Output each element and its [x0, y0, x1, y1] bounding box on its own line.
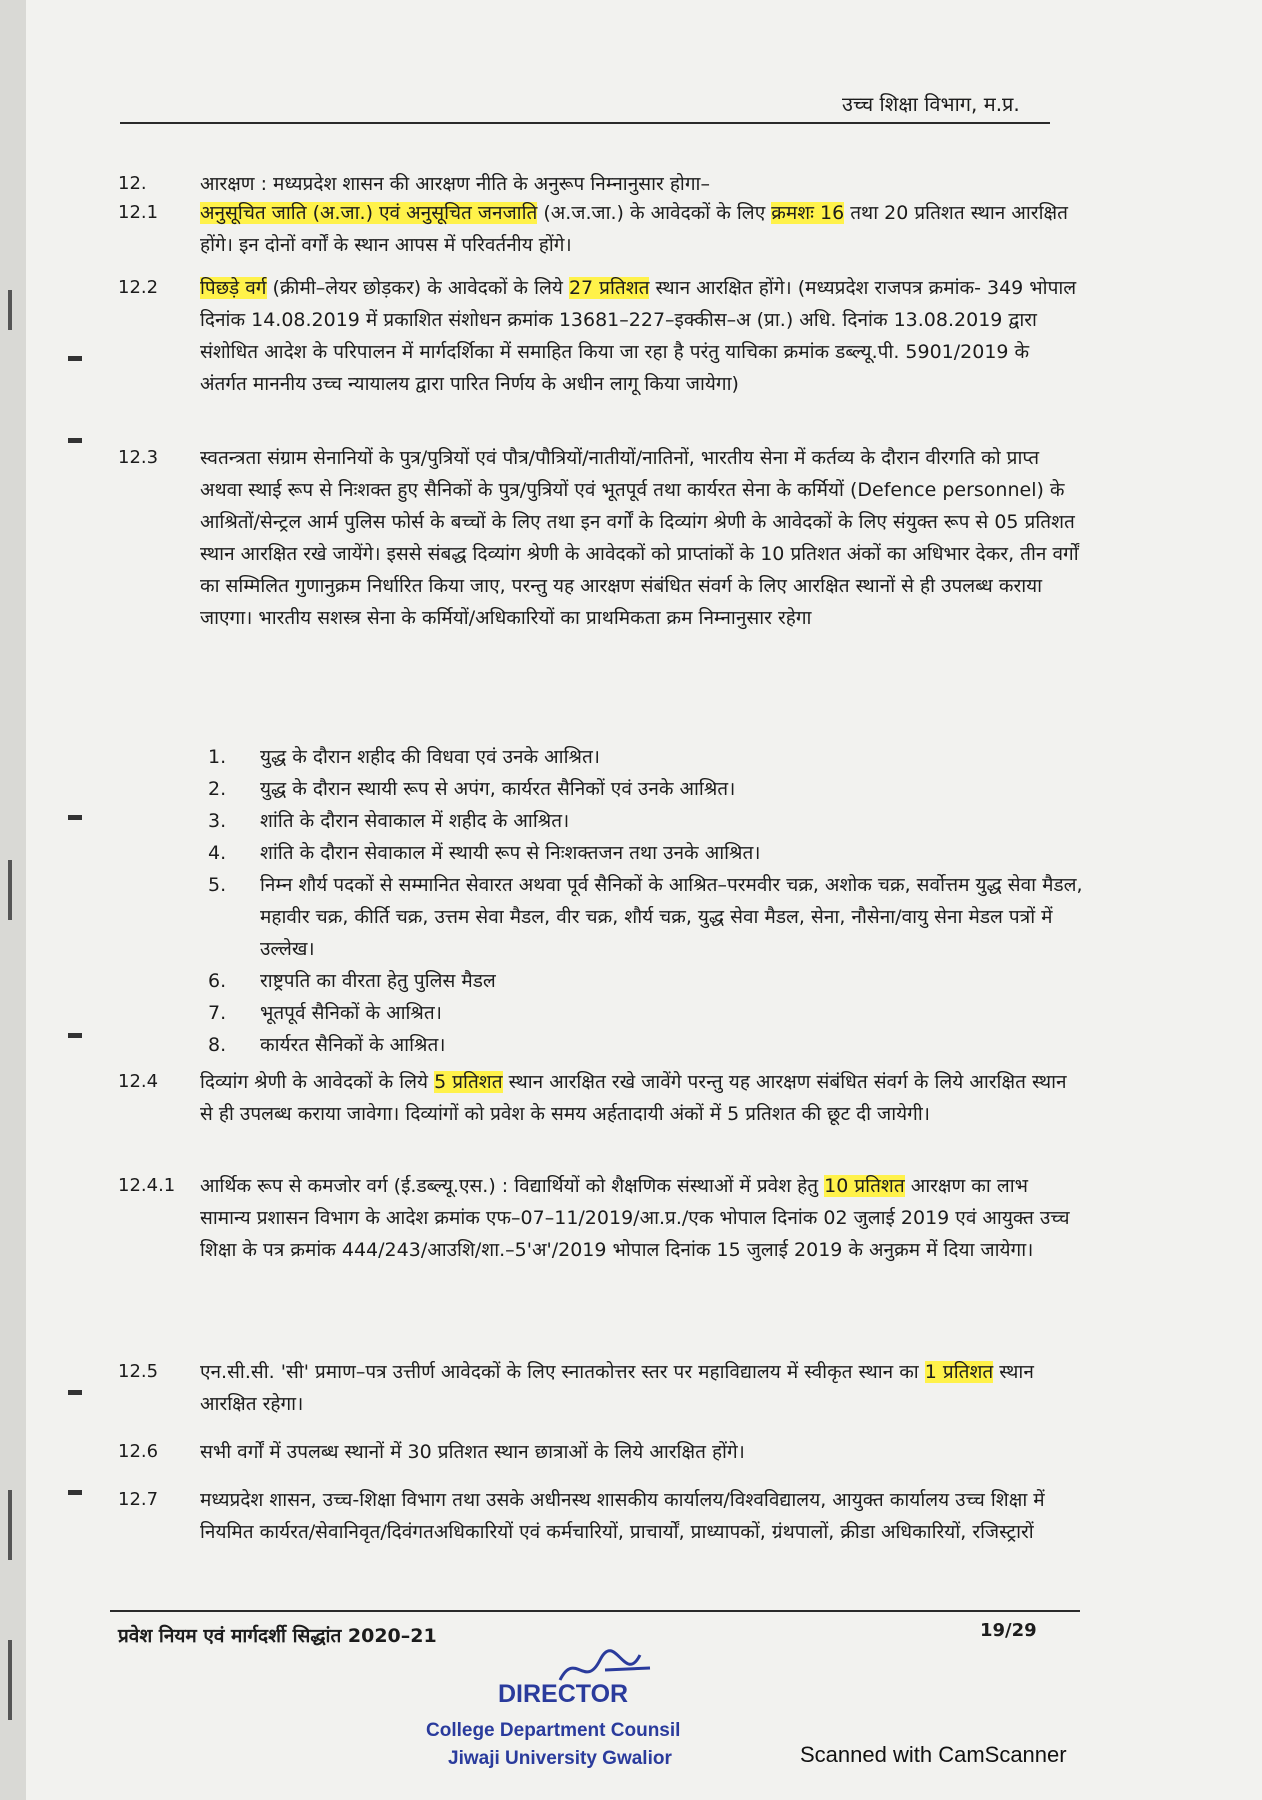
binder-hole-mark [8, 1490, 12, 1560]
section-text [160, 442, 1080, 634]
section-number: 12.7 [118, 1489, 159, 1510]
text-run: स्थान आरक्षित होंगे। (मध्यप्रदेश राजपत्र क्रमांक- 349 भोपाल दिनांक 14.08.2019 में प्रकाशित संशोधन क्रमांक 13681–227–इक्कीस–अ (प्रा.) अधि. दिनांक 13.08.2019 द्वारा संशोधित आदेश के परिपालन में मार्गदर्शिका में समाहित किया जा रहा है परंतु याचिका क्रमांक डब्ल्यू.पी. 5901/2019 के अंतर्गत माननीय उच्च न्यायालय द्वारा पारित निर्णय के अधीन लागू किया जायेगा) [200, 277, 1077, 395]
text-run: एन.सी.सी. 'सी' प्रमाण–पत्र उत्तीर्ण आवेदकों के लिए स्नातकोत्तर स्तर पर महाविद्यालय में स्वीकृत स्थान का [200, 1361, 925, 1383]
margin-mark [68, 356, 82, 361]
section-12-6 [118, 1436, 1080, 1468]
list-text: शांति के दौरान सेवाकाल में स्थायी रूप से निःशक्तजन तथा उनके आश्रित। [260, 842, 761, 864]
highlighted-text: 1 प्रतिशत [924, 1361, 994, 1383]
list-number: 2. [208, 778, 227, 800]
section-text [160, 168, 1080, 200]
section-12-4-1 [118, 1170, 1080, 1266]
highlighted-text: 10 प्रतिशत [824, 1175, 905, 1197]
section-text [160, 197, 1080, 261]
section-text [160, 1356, 1080, 1420]
section-text [160, 272, 1080, 400]
text-run: तथा 20 प्रतिशत स्थान आरक्षित होंगे। इन दोनों वर्गों के स्थान आपस में परिवर्तनीय होंगे। [200, 202, 1068, 256]
list-text: भूतपूर्व सैनिकों के आश्रित। [260, 1002, 442, 1024]
section-12-5 [118, 1356, 1080, 1420]
list-text: युद्ध के दौरान शहीद की विधवा एवं उनके आश्रित। [260, 746, 600, 768]
highlighted-text: पिछड़े वर्ग [200, 277, 267, 299]
stamp-title: DIRECTOR [498, 1680, 629, 1708]
list-number: 7. [208, 1002, 227, 1024]
list-text: युद्ध के दौरान स्थायी रूप से अपंग, कार्यरत सैनिकों एवं उनके आश्रित। [260, 778, 736, 800]
section-number: 12. [118, 173, 147, 194]
text-run: (क्रीमी–लेयर छोड़कर) के आवेदकों के लिये [266, 277, 569, 299]
footer-rule [110, 1610, 1080, 1612]
list-number: 4. [208, 842, 227, 864]
margin-mark [68, 1490, 82, 1495]
section-text [160, 1436, 1080, 1468]
section-text [160, 1170, 1080, 1266]
section-12-1 [118, 197, 1080, 261]
footer-title: प्रवेश नियम एवं मार्गदर्शी सिद्धांत 2020–21 [118, 1625, 437, 1647]
margin-mark [68, 438, 82, 443]
list-text: राष्ट्रपति का वीरता हेतु पुलिस मैडल [260, 970, 496, 992]
highlighted-text: 27 प्रतिशत [568, 277, 650, 299]
text-run: स्वतन्त्रता संग्राम सेनानियों के पुत्र/पुत्रियों एवं पौत्र/पौत्रियों/नातीयों/नातिनों, भारतीय सेना में कर्तव्य के दौरान वीरगति को प्राप्त अथवा स्थाई रूप से निःशक्त हुए सैनिकों के पुत्र/पुत्रियों एवं भूतपूर्व तथा कार्यरत सेना के कर्मियों (Defence personnel) के आश्रितों/सेन्ट्रल आर्म पुलिस फोर्स के बच्चों के लिए तथा इन वर्गों के दिव्यांग श्रेणी के आवेदकों के लिए संयुक्त रूप से 05 प्रतिशत स्थान आरक्षित रखे जायेंगे। इससे संबद्ध दिव्यांग श्रेणी के आवेदकों को प्राप्तांकों के 10 प्रतिशत अंकों का अधिभार देकर, तीन वर्गों का सम्मिलित गुणानुक्रम निर्धारित किया जाए, परन्तु यह आरक्षण संबंधित संवर्ग के लिए आरक्षित स्थानों से ही उपलब्ध कराया जाएगा। भारतीय सशस्त्र सेना के कर्मियों/अधिकारियों का प्राथमिकता क्रम निम्नानुसार रहेगा [200, 447, 1079, 629]
section-number: 12.2 [118, 277, 159, 298]
priority-list-item [208, 741, 1088, 773]
section-text [160, 1066, 1080, 1130]
list-text: शांति के दौरान सेवाकाल में शहीद के आश्रित। [260, 810, 570, 832]
list-number: 3. [208, 810, 227, 832]
text-run: आरक्षण का लाभ सामान्य प्रशासन विभाग के आदेश क्रमांक एफ–07–11/2019/आ.प्र./एक भोपाल दिनांक 02 जुलाई 2019 एवं आयुक्त उच्च शिक्षा के पत्र क्रमांक 444/243/आउशि/शा.–5'अ'/2019 भोपाल दिनांक 15 जुलाई 2019 के अनुक्रम में दिया जायेगा। [200, 1175, 1070, 1261]
priority-list-item [208, 997, 1088, 1029]
section-12-2 [118, 272, 1080, 400]
section-text [160, 1484, 1080, 1548]
priority-list-item [208, 965, 1088, 997]
page-number: 19/29 [980, 1620, 1037, 1641]
list-text: निम्न शौर्य पदकों से सम्मानित सेवारत अथवा पूर्व सैनिकों के आश्रित–परमवीर चक्र, अशोक चक्र, सर्वोत्तम युद्ध सेवा मैडल, महावीर चक्र, कीर्ति चक्र, उत्तम सेवा मैडल, वीर चक्र, शौर्य चक्र, युद्ध सेवा मैडल, सेना, नौसेना/वायु सेना मेडल पत्रों में उल्लेख। [260, 874, 1083, 960]
text-run: (अ.ज.जा.) के आवेदकों के लिए [537, 202, 772, 224]
highlighted-text: अनुसूचित जाति (अ.जा.) एवं अनुसूचित जनजाति [200, 202, 538, 224]
section-12-4 [118, 1066, 1080, 1130]
text-run: सभी वर्गों में उपलब्ध स्थानों में 30 प्रतिशत स्थान छात्राओं के लिये आरक्षित होंगे। [200, 1441, 745, 1463]
highlighted-text: 5 प्रतिशत [434, 1071, 503, 1093]
text-run: मध्यप्रदेश शासन, उच्च-शिक्षा विभाग तथा उसके अधीनस्थ शासकीय कार्यालय/विश्वविद्यालय, आयुक्त कार्यालय उच्च शिक्षा में नियमित कार्यरत/सेवानिवृत/दिवंगतअधिकारियों एवं कर्मचारियों, प्राचार्यों, प्राध्यापकों, ग्रंथपालों, क्रीडा अधिकारियों, रजिस्ट्रारों [200, 1489, 1045, 1543]
section-number: 12.3 [118, 447, 159, 468]
scanner-watermark: Scanned with CamScanner [800, 1742, 1067, 1767]
priority-list-item [208, 1029, 1088, 1061]
section-number: 12.4.1 [118, 1175, 176, 1196]
stamp-line-3: Jiwaji University Gwalior [448, 1748, 672, 1769]
margin-mark [68, 1033, 82, 1038]
binder-hole-mark [8, 290, 12, 330]
binder-edge [0, 0, 26, 1800]
section-12-3 [118, 442, 1080, 634]
priority-list-item [208, 805, 1088, 837]
text-run: स्थान आरक्षित रखे जावेंगे परन्तु यह आरक्षण संबंधित संवर्ग के लिये आरक्षित स्थान से ही उपलब्ध कराया जावेगा। दिव्यांगों को प्रवेश के समय अर्हतादायी अंकों में 5 प्रतिशत की छूट दी जायेगी। [200, 1071, 1067, 1125]
binder-hole-mark [8, 860, 12, 920]
section-number: 12.6 [118, 1441, 159, 1462]
binder-hole-mark [8, 1640, 12, 1720]
list-number: 8. [208, 1034, 227, 1056]
page-header: उच्च शिक्षा विभाग, म.प्र. [842, 92, 1020, 116]
list-number: 6. [208, 970, 227, 992]
priority-list-item [208, 837, 1088, 869]
stamp-line-2: College Department Counsil [426, 1720, 681, 1741]
section-number: 12.1 [118, 202, 159, 223]
header-rule [120, 122, 1050, 124]
highlighted-text: क्रमशः 16 [771, 202, 845, 224]
priority-list-item [208, 773, 1088, 805]
text-run: दिव्यांग श्रेणी के आवेदकों के लिये [200, 1071, 435, 1093]
list-text: कार्यरत सैनिकों के आश्रित। [260, 1034, 446, 1056]
margin-mark [68, 815, 82, 820]
section-12-7 [118, 1484, 1080, 1548]
section-12 [118, 168, 1080, 200]
priority-list [208, 741, 1088, 1061]
text-run: आर्थिक रूप से कमजोर वर्ग (ई.डब्ल्यू.एस.) : विद्यार्थियों को शैक्षणिक संस्थाओं में प्रवेश हेतु [200, 1175, 825, 1197]
text-run: आरक्षण : मध्यप्रदेश शासन की आरक्षण नीति के अनुरूप निम्नानुसार होगा– [200, 173, 710, 195]
text-run: स्थान आरक्षित रहेगा। [200, 1361, 1034, 1415]
margin-mark [68, 1390, 82, 1395]
list-number: 1. [208, 746, 227, 768]
section-number: 12.4 [118, 1071, 159, 1092]
priority-list-item [208, 869, 1088, 965]
section-number: 12.5 [118, 1361, 159, 1382]
list-number: 5. [208, 874, 227, 896]
